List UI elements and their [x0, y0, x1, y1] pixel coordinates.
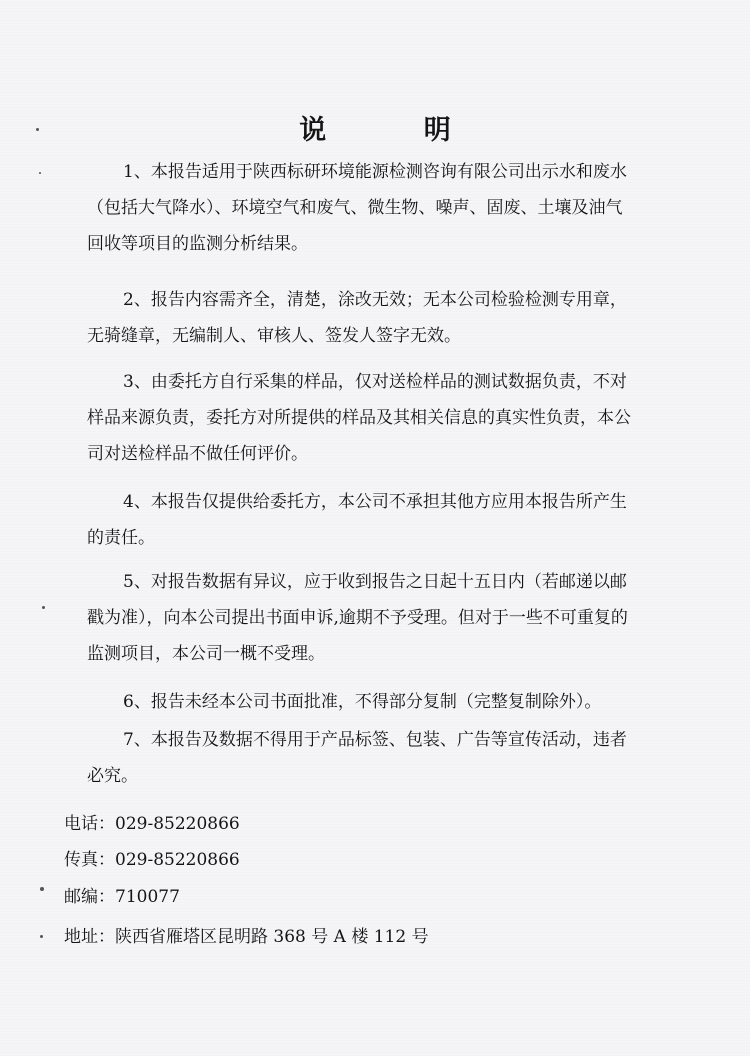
notice-item-5-line-1: 5、对报告数据有异议，应于收到报告之日起十五日内（若邮递以邮 [123, 572, 627, 592]
notice-item-1-line-1: 1、本报告适用于陕西标研环境能源检测咨询有限公司出示水和废水 [123, 162, 627, 182]
notice-item-7-line-2: 必究。 [87, 766, 138, 786]
notice-item-7-line-1: 7、本报告及数据不得用于产品标签、包装、广告等宣传活动，违者 [123, 730, 627, 750]
contact-fax: 传真：029-85220866 [64, 850, 240, 870]
notice-item-5 [87, 564, 669, 672]
contact-address: 地址：陕西省雁塔区昆明路 368 号 A 楼 112 号 [64, 927, 429, 947]
notice-item-7 [87, 722, 669, 794]
notice-item-4-line-1: 4、本报告仅提供给委托方，本公司不承担其他方应用本报告所产生 [123, 492, 627, 512]
notice-item-4-line-2: 的责任。 [87, 528, 155, 548]
scan-speck [39, 172, 41, 174]
scan-speck [36, 128, 39, 131]
notice-item-3-line-1: 3、由委托方自行采集的样品，仅对送检样品的测试数据负责，不对 [123, 372, 627, 392]
notice-item-3 [87, 364, 669, 472]
notice-item-3-line-2: 样品来源负责，委托方对所提供的样品及其相关信息的真实性负责，本公 [87, 408, 631, 428]
notice-item-3-line-3: 司对送检样品不做任何评价。 [87, 444, 308, 464]
notice-item-6-line-1: 6、报告未经本公司书面批准，不得部分复制（完整复制除外）。 [123, 692, 602, 712]
notice-item-2-line-2: 无骑缝章，无编制人、审核人、签发人签字无效。 [87, 326, 461, 346]
scan-speck [40, 887, 44, 891]
notice-item-1 [87, 154, 669, 262]
contact-phone: 电话：029-85220866 [64, 814, 240, 834]
notice-item-5-line-2: 戳为准），向本公司提出书面申诉,逾期不予受理。但对于一些不可重复的 [87, 608, 628, 628]
notice-item-5-line-3: 监测项目，本公司一概不受理。 [87, 644, 325, 664]
notice-item-6 [87, 684, 669, 720]
contact-postcode: 邮编：710077 [64, 887, 180, 907]
notice-item-1-line-2: （包括大气降水）、环境空气和废气、微生物、噪声、固废、土壤及油气 [87, 198, 623, 218]
scan-speck [40, 935, 43, 938]
notice-item-2 [87, 282, 669, 354]
scan-speck [42, 606, 45, 609]
notice-item-4 [87, 484, 669, 556]
page-title: 说 明 [299, 115, 495, 146]
notice-item-2-line-1: 2、报告内容需齐全，清楚，涂改无效；无本公司检验检测专用章， [123, 290, 627, 310]
notice-item-1-line-3: 回收等项目的监测分析结果。 [87, 234, 308, 254]
